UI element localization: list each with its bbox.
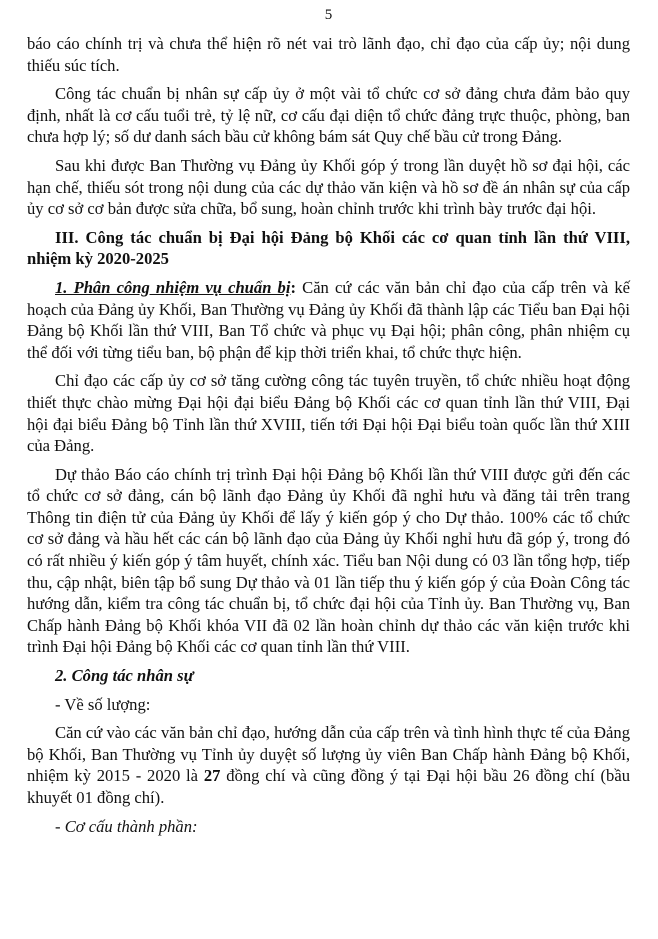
subsection-label-1-colon: : bbox=[290, 277, 296, 297]
bullet-structure-text: Cơ cấu thành phần bbox=[64, 816, 193, 836]
bullet-structure bbox=[27, 816, 630, 838]
paragraph-propaganda: Chỉ đạo các cấp ủy cơ sở tăng cường công tác tuyên truyền, tổ chức nhiều hoạt động thiết thực chào mừng Đại hội đại biểu Đảng bộ Khối các cơ quan tỉnh lần thứ VIII, Đại hội đại biểu Đảng bộ Tỉnh lần thứ XVIII, tiến tới Đại hội Đại biểu toàn quốc lần thứ XIII của Đảng. bbox=[27, 371, 630, 456]
member-count-text-before: Căn cứ vào các văn bản chỉ đạo, hướng dẫn của cấp trên và tình hình thực tế của Đảng bộ Khối, Ban Thường vụ Tỉnh ủy duyệt số lượng ủy viên Ban Chấp hành Đảng bộ Khối, nhiệm kỳ 2015 - 2020 là bbox=[27, 723, 630, 786]
paragraph-task-assignment bbox=[27, 277, 630, 363]
paragraph-continuation: báo cáo chính trị và chưa thể hiện rõ nét vai trò lãnh đạo, chỉ đạo của cấp ủy; nội dung thiếu súc tích. bbox=[27, 34, 630, 75]
bullet-structure-colon: : bbox=[192, 816, 198, 836]
subsection-heading-2: 2. Công tác nhân sự bbox=[55, 666, 194, 686]
paragraph-after-review: Sau khi được Ban Thường vụ Đảng ủy Khối góp ý trong lần duyệt hồ sơ đại hội, các hạn chế, thiếu sót trong nội dung của các dự thảo văn kiện và hồ sơ đề án nhân sự của cấp ủy cơ sở cơ bản được sửa chữa, bổ sung, hoàn chỉnh trước khi trình bày trước đại hội. bbox=[27, 155, 630, 219]
bullet-structure-dash: - bbox=[55, 816, 65, 836]
paragraph-personnel-prep: Công tác chuẩn bị nhân sự cấp ủy ở một vài tổ chức cơ sở đảng chưa đảm bảo quy định, nhất là cơ cấu tuổi trẻ, tỷ lệ nữ, cơ cấu đại diện tổ chức đảng trực thuộc, phòng, ban chưa hợp lý; số dư danh sách bầu cử không bám sát Quy chế bầu cử trong Đảng. bbox=[27, 84, 630, 147]
page-number: 5 bbox=[324, 7, 333, 23]
member-count-number: 27 bbox=[203, 766, 221, 786]
member-count-text-after: đồng chí và cũng đồng ý tại Đại hội bầu 26 đồng chí (bầu khuyết 01 đồng chí). bbox=[27, 766, 631, 807]
paragraph-draft-report: Dự thảo Báo cáo chính trị trình Đại hội Đảng bộ Khối lần thứ VIII được gửi đến các tổ chức cơ sở đảng, cán bộ lãnh đạo Đảng ủy Khối đã nghỉ hưu và đăng tải trên trang Thông tin điện tử của Đảng ủy Khối để lấy ý kiến góp ý cho Dự thảo. 100% các tổ chức cơ sở đảng và hầu hết các cán bộ lãnh đạo của Đảng ủy Khối nghỉ hưu đã góp ý, trong đó có rất nhiều ý kiến góp ý tâm huyết, chính xác. Tiểu ban Nội dung có 03 lần tổng hợp, tiếp thu, cập nhật, biên tập bổ sung Dự thảo và 01 lần tiếp thu ý kiến góp ý của Đoàn Công tác hướng dẫn, kiểm tra công tác chuẩn bị, tổ chức đại hội của Tỉnh ủy. Ban Thường vụ, Ban Chấp hành Đảng bộ Khối khóa VII đã 02 lần hoàn chỉnh dự thảo các văn kiện trước khi trình Đại hội Đảng bộ Khối các cơ quan tỉnh lần thứ VIII. bbox=[27, 464, 630, 657]
subsection-label-1: 1. Phân công nhiệm vụ chuẩn bị bbox=[55, 277, 291, 297]
bullet-quantity: - Về số lượng: bbox=[55, 694, 151, 714]
paragraph-member-count bbox=[27, 722, 630, 808]
section-heading-iii: III. Công tác chuẩn bị Đại hội Đảng bộ Khối các cơ quan tỉnh lần thứ VIII, nhiệm kỳ 2020-2025 bbox=[27, 227, 630, 269]
task-assignment-text: Căn cứ các văn bản chỉ đạo của cấp trên và kế hoạch của Đảng ủy Khối, Ban Thường vụ Đảng ủy Khối đã thành lập các Tiểu ban Đại hội Đảng bộ Khối lần thứ VIII, Ban Tổ chức và phục vụ Đại hội; phân công, phân nhiệm cụ thể đối với từng tiểu ban, bộ phận để kịp thời triển khai, tổ chức thực hiện. bbox=[27, 277, 630, 362]
